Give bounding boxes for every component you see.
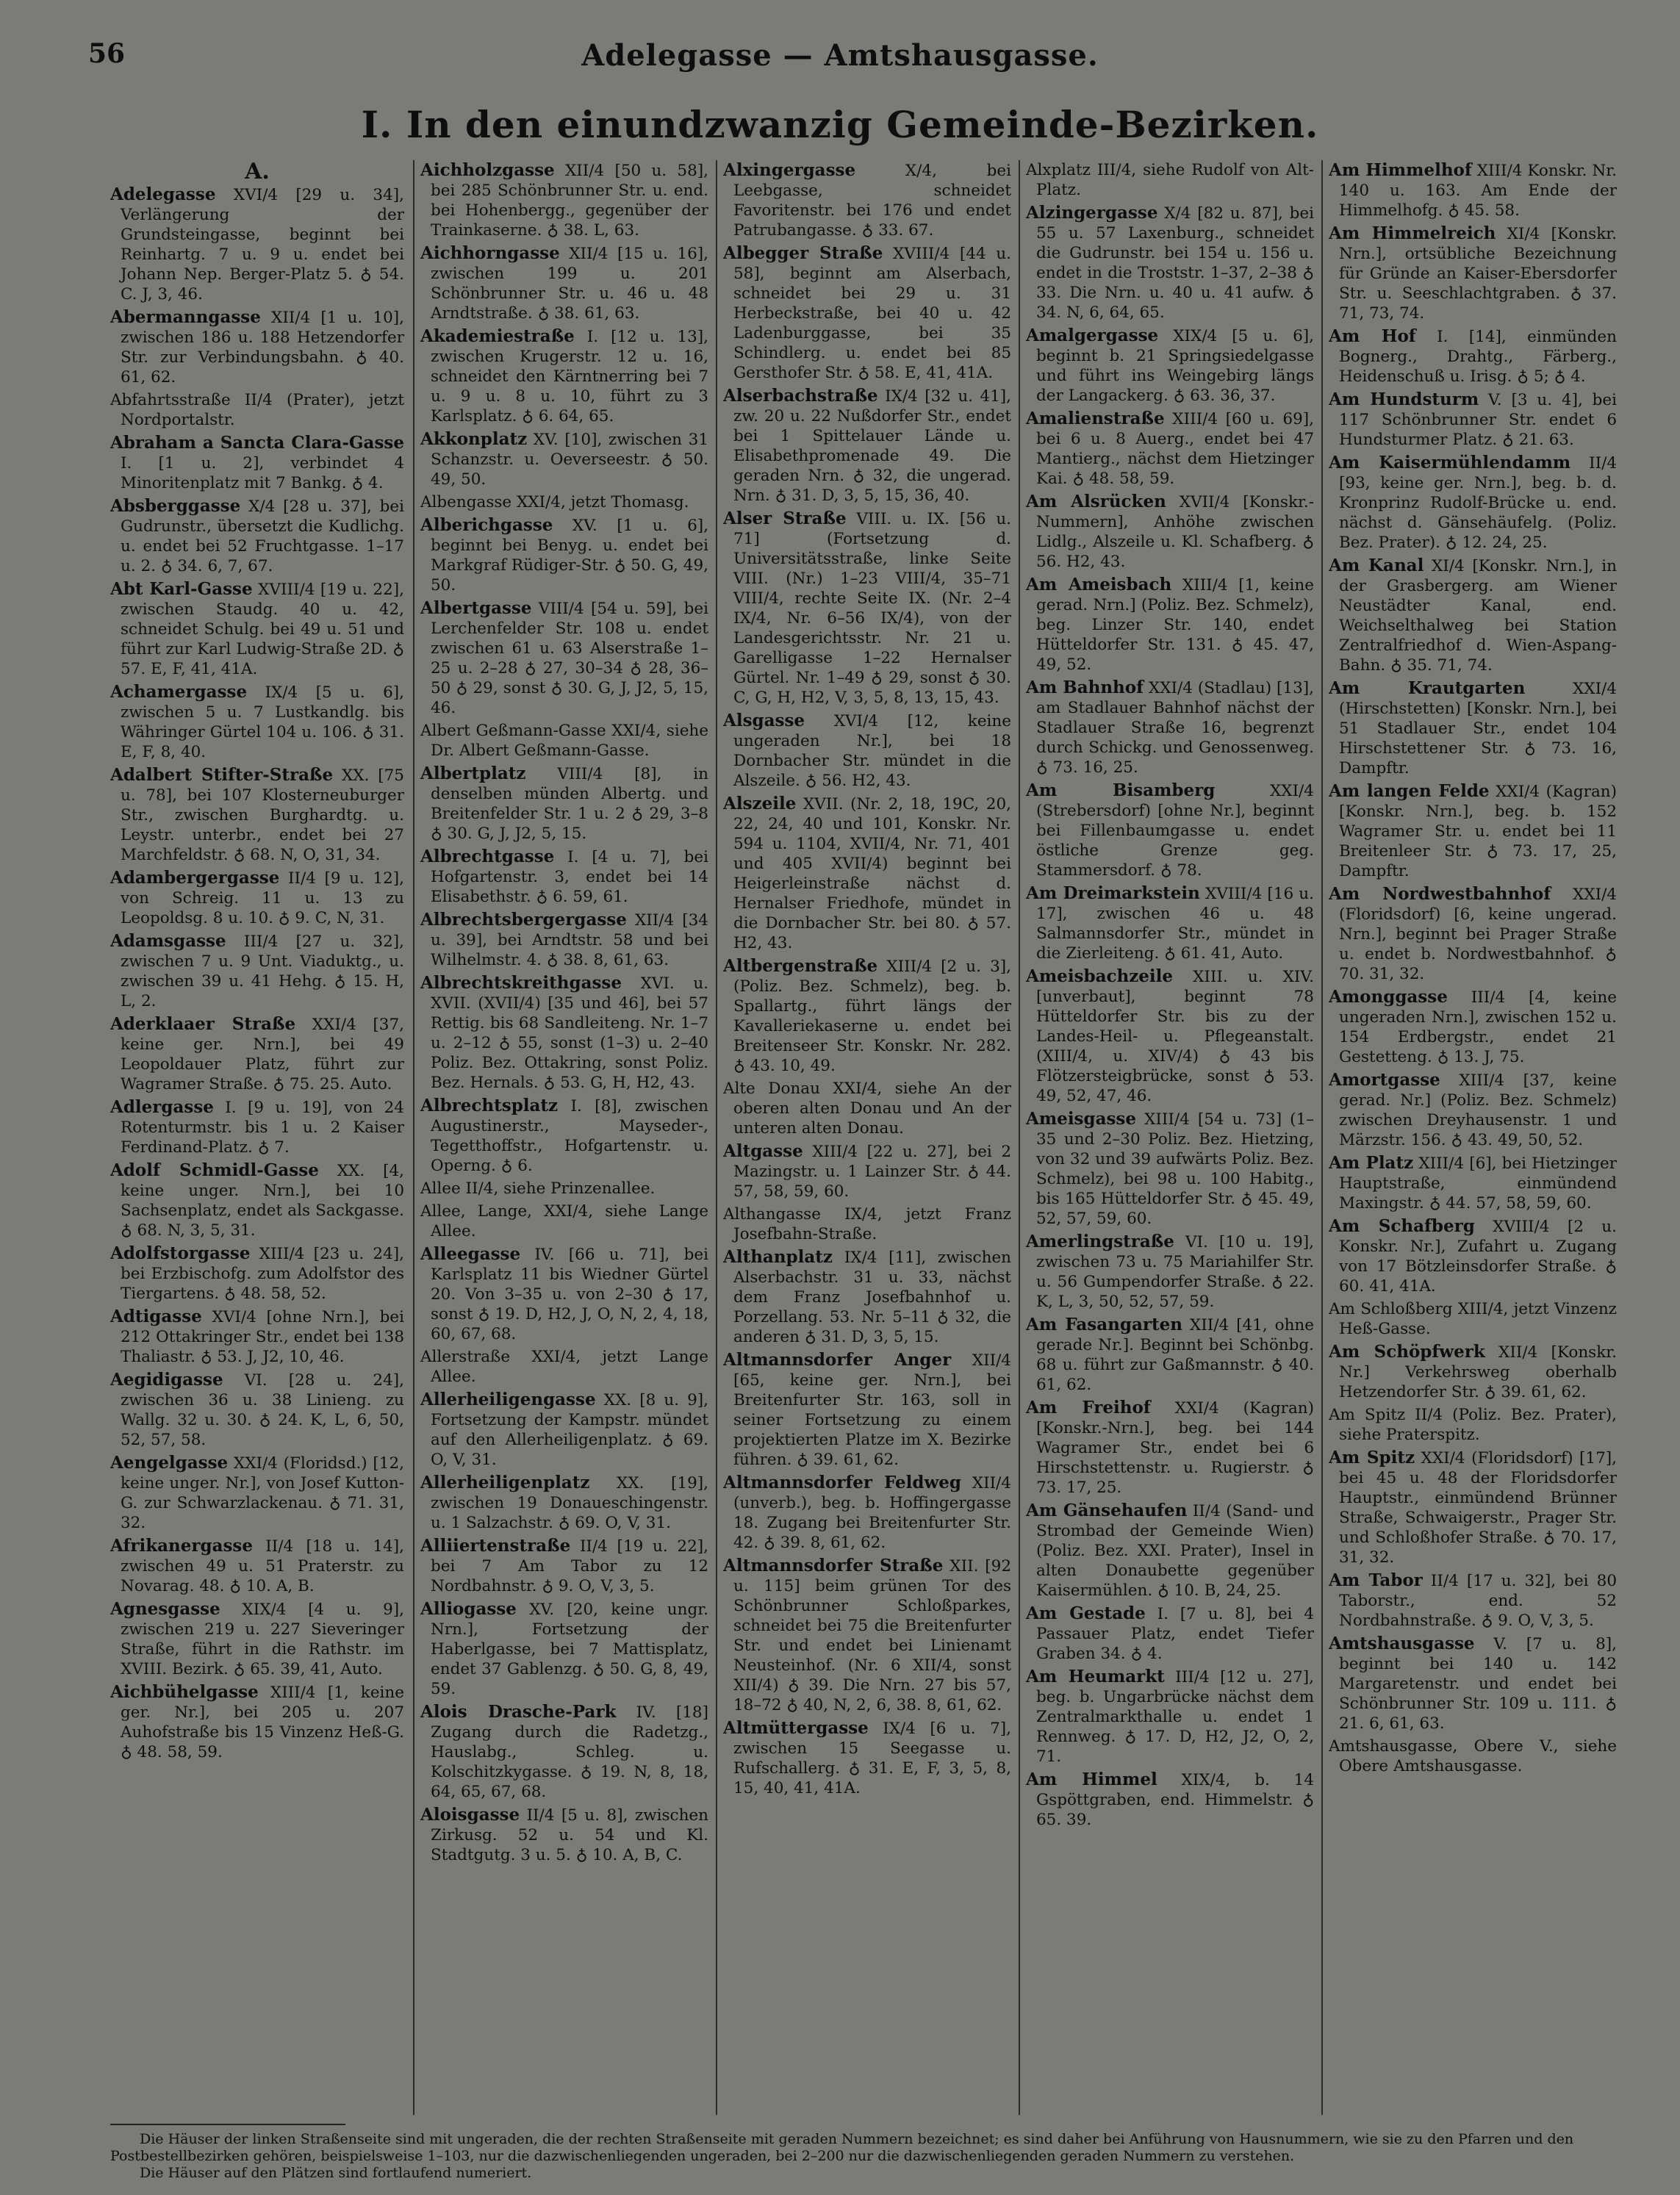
- street-name: Am Gestade: [1026, 1603, 1146, 1623]
- street-name: Alxingergasse: [723, 160, 856, 180]
- street-entry: [723, 1204, 1011, 1244]
- street-description: Allerstraße XXI/4, jetzt Lange Allee.: [420, 1348, 708, 1386]
- street-name: Ameisbachzeile: [1026, 966, 1174, 986]
- street-description: I. [4 u. 7], bei Hofgartenstr. 3, endet bei 14 Elisabethstr. ♁ 6. 59, 61.: [431, 848, 708, 906]
- street-description: IX/4 [32 u. 41], zw. 20 u. 22 Nußdorfer Str., endet bei 1 Spittelauer Lände u. Elisabethpromenade 49. Die geraden Nrn. ♁ 32, die ungerad. Nrn. ♁ 31. D, 3, 5, 15, 36, 40.: [733, 387, 1011, 505]
- street-entry: [1026, 326, 1314, 406]
- street-description: II/4 [9 u. 12], von Schreig. 11 u. 13 zu Leopoldsg. 8 u. 10. ♁ 9. C, N, 31.: [121, 869, 404, 927]
- street-name: Am Bisamberg: [1026, 780, 1216, 800]
- street-directory-columns: [110, 160, 1617, 2115]
- street-name: Amalgergasse: [1026, 326, 1159, 345]
- street-entry: [110, 1243, 404, 1304]
- street-description: Abfahrtsstraße II/4 (Prater), jetzt Nordportalstr.: [110, 391, 404, 429]
- street-description: XXI/4 (Floridsdorf) [6, keine ungerad. Nrn.], beginnt bei Prager Straße u. endet b. Nordwestbahnhof. ♁ 70. 31, 32.: [1339, 885, 1617, 983]
- column-3: [716, 160, 1011, 2115]
- street-entry: [1026, 1232, 1314, 1312]
- street-name: Am Schöpfwerk: [1329, 1342, 1485, 1362]
- street-description: XV. [1 u. 6], beginnt bei Benyg. u. endet bei Markgraf Rüdiger-Str. ♁ 50. G, 49, 50.: [431, 517, 708, 594]
- street-description: XVI/4 [12, keine ungeraden Nr.], bei 18 Dornbacher Str. mündet in die Alszeile. ♁ 56. H2, 43.: [733, 712, 1011, 790]
- street-entry: [1329, 884, 1617, 984]
- street-description: Albert Geßmann-Gasse XXI/4, siehe Dr. Albert Geßmann-Gasse.: [420, 722, 708, 760]
- street-description: XII/4 [Konskr. Nr.] Verkehrsweg oberhalb Hetzendorfer Str. ♁ 39. 61, 62.: [1339, 1343, 1617, 1401]
- street-name: Alserbachstraße: [723, 386, 878, 406]
- street-description: X/4 [82 u. 87], bei 55 u. 57 Laxenburg., schneidet die Gudrunstr. bei 154 u. 156 u. endet in die Troststr. 1–37, 2–38 ♁ 33. Die Nrn. u. 40 u. 41 aufw. ♁ 34. N, 6, 64, 65.: [1036, 204, 1314, 322]
- street-description: XII/4 (unverb.), beg. b. Hoffingergasse 18. Zugang bei Breitenfurter Str. 42. ♁ 39. 8, 61, 62.: [733, 1474, 1011, 1552]
- street-entry: [1329, 987, 1617, 1067]
- street-description: XIII. u. XIV. [unverbaut], beginnt 78 Hütteldorfer Str. bis zu der Landes-Heil- u. Pflegeanstalt. (XIII/4, u. XIV/4) ♁ 43 bis Flötzersteigbrücke, sonst ♁ 53. 49, 52, 47, 46.: [1036, 968, 1314, 1105]
- street-entry: [110, 390, 404, 430]
- street-description: XXI/4 (Floridsd.) [12, keine unger. Nr.], von Josef Kutton-G. zur Schwarzlackenau. ♁ 71. 31, 32.: [121, 1454, 404, 1532]
- street-entry: [420, 1179, 708, 1199]
- footnotes: [110, 2131, 1617, 2182]
- column-5: [1321, 160, 1617, 2115]
- street-description: XVII. (Nr. 2, 18, 19C, 20, 22, 24, 40 und 101, Konskr. Nr. 594 u. 1104, XVII/4, Nr. 71, 401 und 405 XVII/4) beginnt bei Heigerleinstraße nächst d. Hernalser Friedhofe, mündet in die Dornbacher Str. bei 80. ♁ 57. H2, 43.: [733, 795, 1011, 952]
- street-name: Alliogasse: [420, 1599, 517, 1619]
- section-title: I. In den einundzwanzig Gemeinde-Bezirken.: [361, 103, 1319, 146]
- street-entry: [110, 1682, 404, 1762]
- street-description: XIII/4 [23 u. 24], bei Erzbischofg. zum Adolfstor des Tiergartens. ♁ 48. 58, 52.: [121, 1245, 404, 1303]
- street-entry: [420, 515, 708, 595]
- street-entry: [723, 956, 1011, 1076]
- street-description: X/4, bei Leebgasse, schneidet Favoritenstr. bei 176 und endet Patrubangasse. ♁ 33. 67.: [733, 162, 1011, 240]
- street-entry: [420, 492, 708, 512]
- footnote-rule: [110, 2124, 345, 2125]
- street-name: Adlergasse: [110, 1097, 214, 1117]
- street-entry: [420, 429, 708, 489]
- street-entry: [1329, 1634, 1617, 1734]
- street-entry: [1026, 409, 1314, 489]
- street-description: II/4 [17 u. 32], bei 80 Taborstr., end. 52 Nordbahnstraße. ♁ 9. O, V, 3, 5.: [1339, 1572, 1617, 1630]
- street-name: Aegidigasse: [110, 1370, 223, 1390]
- street-name: Aderklaaer Straße: [110, 1014, 296, 1034]
- street-name: Altmüttergasse: [723, 1718, 869, 1738]
- street-entry: [420, 243, 708, 323]
- footnote: Die Häuser auf den Plätzen sind fortlaufend numeriert.: [140, 2165, 532, 2181]
- street-description: XII/4 [50 u. 58], bei 285 Schönbrunner Str. u. end. bei Hohenbergg., gegenüber der Trainkaserne. ♁ 38. L, 63.: [431, 162, 708, 240]
- street-description: I. [12 u. 13], zwischen Krugerstr. 12 u. 16, schneidet den Kärntnerring bei 7 u. 9 u. 8 u. 10, führt zu 3 Karlsplatz. ♁ 6. 64, 65.: [431, 328, 708, 425]
- street-description: Am Spitz II/4 (Poliz. Bez. Prater), siehe Praterspitz.: [1329, 1406, 1617, 1444]
- street-name: Albrechtgasse: [420, 847, 555, 866]
- street-entry: [110, 931, 404, 1011]
- street-entry: [723, 1247, 1011, 1347]
- street-entry: [110, 1370, 404, 1450]
- street-name: Alberichgasse: [420, 515, 553, 535]
- street-name: Altmannsdorfer Straße: [723, 1556, 944, 1576]
- street-name: Am Ameisbach: [1026, 575, 1172, 594]
- street-name: Adolf Schmidl-Gasse: [110, 1160, 319, 1180]
- street-name: Alliiertenstraße: [420, 1536, 571, 1556]
- street-name: Agnesgasse: [110, 1599, 220, 1619]
- street-description: XII. [92 u. 115] beim grünen Tor des Schönbrunner Schloßparkes, schneidet bei 75 die Breitenfurter Str. und endet bei Linienamt Neusteinhof. (Nr. 6 XII/4, sonst XII/4) ♁ 39. Die Nrn. 27 bis 57, 18–72 ♁ 40, N, 2, 6, 38. 8, 61, 62.: [733, 1557, 1011, 1714]
- street-description: IX/4 [11], zwischen Alserbachstr. 31 u. 33, nächst dem Franz Josefbahnhof u. Porzellang. 53. Nr. 5–11 ♁ 32, die anderen ♁ 31. D, 3, 5, 15.: [733, 1249, 1011, 1346]
- street-entry: [1026, 1315, 1314, 1395]
- street-name: Adambergergasse: [110, 868, 280, 888]
- street-name: Am Kaisermühlendamm: [1329, 453, 1571, 473]
- letter-heading: A.: [245, 160, 270, 184]
- street-entry: [723, 1556, 1011, 1715]
- street-entry: [723, 711, 1011, 791]
- street-description: XIII/4 [37, keine gerad. Nr.] (Poliz. Bez. Schmelz) zwischen Dreyhausenstr. 1 und Märzstr. 156. ♁ 43. 49, 50, 52.: [1339, 1071, 1617, 1149]
- street-entry: [420, 1702, 708, 1802]
- street-name: Akademiestraße: [420, 326, 575, 346]
- street-description: IV. [66 u. 71], bei Karlsplatz 11 bis Wiedner Gürtel 20. Von 3–35 u. von 2–30 ♁ 17, sonst ♁ 19. D, H2, J, O, N, 2, 4, 18, 60, 67, 68.: [431, 1246, 708, 1343]
- street-name: Am Himmelreich: [1329, 223, 1496, 243]
- street-description: XVIII/4 [44 u. 58], beginnt am Alserbach, schneidet bei 29 u. 31 Herbeckstraße, bei 40 u. 42 Ladenburggasse, bei 35 Schindlerg. u. endet bei 85 Gersthofer Str. ♁ 58. E, 41, 41A.: [733, 245, 1011, 382]
- street-name: Alszeile: [723, 794, 797, 813]
- street-name: Ameisgasse: [1026, 1109, 1137, 1129]
- street-description: XX. [8 u. 9], Fortsetzung der Kampstr. mündet auf den Allerheiligenplatz. ♁ 69. O, V, 31.: [431, 1391, 708, 1469]
- street-description: XII/4 [34 u. 39], bei Arndtstr. 58 und bei Wilhelmstr. 4. ♁ 38. 8, 61, 63.: [431, 911, 708, 969]
- column-2: [413, 160, 708, 2115]
- street-description: VI. [10 u. 19], zwischen 73 u. 75 Mariahilfer Str. u. 56 Gumpendorfer Straße. ♁ 22. K, L, 3, 50, 52, 57, 59.: [1036, 1233, 1314, 1311]
- street-name: Am Himmelhof: [1329, 160, 1472, 180]
- street-description: XXI/4 (Kagran) [Konskr. Nrn.], beg. b. 152 Wagramer Str. u. endet bei 11 Breitenleer Str. ♁ 73. 17, 25, Dampftr.: [1339, 783, 1617, 880]
- street-description: Allee II/4, siehe Prinzenallee.: [420, 1179, 656, 1198]
- footnote: Die Häuser der linken Straßenseite sind mit ungeraden, die der rechten Straßenseite mit geraden Nummern bezeichnet; es sind daher bei Anführung von Hausnummern, wie sie zu den Pfarren und den Postbestellbezirken gehören, beispielsweise 1–103, nur die dazwischenliegenden ungeraden, bei 2–200 nur die dazwischenliegenden geraden Nummern zu verstehen.: [110, 2131, 1574, 2164]
- street-entry: [420, 764, 708, 844]
- street-entry: [420, 847, 708, 907]
- street-description: V. [3 u. 4], bei 117 Schönbrunner Str. endet 6 Hundsturmer Platz. ♁ 21. 63.: [1339, 391, 1617, 449]
- street-entry: [1329, 1448, 1617, 1567]
- street-entry: [1329, 1299, 1617, 1339]
- street-entry: [1329, 1153, 1617, 1213]
- page-number: 56: [88, 38, 126, 69]
- street-entry: [1026, 203, 1314, 323]
- street-entry: [110, 1599, 404, 1679]
- street-name: Albrechtskreithgasse: [420, 973, 622, 993]
- street-entry: [110, 1307, 404, 1367]
- street-entry: [1329, 781, 1617, 881]
- street-name: Amortgasse: [1329, 1070, 1440, 1090]
- street-description: XII/4 [1 u. 10], zwischen 186 u. 188 Hetzendorfer Str. zur Verbindungsbahn. ♁ 40. 61, 62.: [121, 309, 404, 387]
- street-name: Adamsgasse: [110, 931, 226, 951]
- street-entry: [420, 973, 708, 1093]
- street-entry: [1026, 780, 1314, 880]
- street-name: Am Krautgarten: [1329, 678, 1526, 698]
- street-entry: [723, 1350, 1011, 1470]
- street-entry: [1026, 966, 1314, 1106]
- street-description: III/4 [12 u. 27], beg. b. Ungarbrücke nächst dem Zentralmarkthalle u. endet 1 Rennweg. ♁ 17. D, H2, J2, O, 2, 71.: [1036, 1668, 1314, 1766]
- street-description: XIX/4, b. 14 Gspöttgraben, end. Himmelstr. ♁ 65. 39.: [1036, 1771, 1314, 1829]
- street-entry: [1329, 223, 1617, 323]
- street-description: VIII/4 [54 u. 59], bei Lerchenfelder Str. 108 u. endet zwischen 61 u. 63 Alserstraße 1–25 u. 2–28 ♁ 27, 30–34 ♁ 28, 36–50 ♁ 29, sonst ♁ 30. G, J, J2, 5, 15, 46.: [431, 600, 708, 717]
- street-name: Amonggasse: [1329, 987, 1448, 1007]
- street-name: Am Kanal: [1329, 556, 1424, 575]
- street-name: Albertgasse: [420, 598, 532, 618]
- street-description: IX/4 [5 u. 6], zwischen 5 u. 7 Lustkandlg. bis Währinger Gürtel 104 u. 106. ♁ 31. E, F, 8, 40.: [121, 683, 404, 761]
- street-entry: [1329, 453, 1617, 553]
- street-description: XIII/4 [54 u. 73] (1–35 und 2–30 Poliz. Bez. Hietzing, von 32 und 39 aufwärts Poliz. Bez. Schmelz), bei 98 u. 100 Habitg., bis 165 Hütteldorfer Str. ♁ 45. 49, 52, 57, 59, 60.: [1036, 1110, 1314, 1228]
- street-entry: [1329, 678, 1617, 778]
- street-name: Albrechtsbergergasse: [420, 910, 627, 930]
- street-name: Am Freihof: [1026, 1398, 1151, 1418]
- street-description: I. [8], zwischen Augustinerstr., Mayseder-, Tegetthoffstr., Hofgartenstr. u. Operng. ♁ 6.: [431, 1097, 708, 1175]
- street-entry: [420, 721, 708, 761]
- street-description: XV. [10], zwischen 31 Schanzstr. u. Oeverseestr. ♁ 50. 49, 50.: [431, 431, 708, 489]
- street-name: Altgasse: [723, 1141, 803, 1161]
- street-name: Adalbert Stifter-Straße: [110, 765, 334, 785]
- street-name: Albrechtsplatz: [420, 1096, 559, 1116]
- street-entry: [1026, 678, 1314, 777]
- street-description: V. [7 u. 8], beginnt bei 140 u. 142 Margaretenstr. und endet bei Schönbrunner Str. 109 u. 111. ♁ 21. 6, 61, 63.: [1339, 1635, 1617, 1733]
- street-description: XX. [19], zwischen 19 Donaueschingenstr. u. 1 Salzachstr. ♁ 69. O, V, 31.: [431, 1474, 708, 1532]
- street-name: Aloisgasse: [420, 1805, 520, 1825]
- street-description: XIX/4 [5 u. 6], beginnt b. 21 Springsiedelgasse und führt ins Weingebirg längs der Langackerg. ♁ 63. 36, 37.: [1036, 327, 1314, 405]
- street-description: III/4 [27 u. 32], zwischen 7 u. 9 Unt. Viaduktg., u. zwischen 39 u. 41 Hehg. ♁ 15. H, L, 2.: [121, 933, 404, 1010]
- street-description: XIII/4 [2 u. 3], (Poliz. Bez. Schmelz), beg. b. Spallartg., führt längs der Kavalleriekaserne u. endet bei Breitenseer Str. Konskr. Nr. 282. ♁ 43. 10, 49.: [733, 958, 1011, 1075]
- street-entry: [420, 160, 708, 240]
- street-description: Alte Donau XXI/4, siehe An der oberen alten Donau und An der unteren alten Donau.: [723, 1079, 1011, 1138]
- street-description: XII/4 [15 u. 16], zwischen 199 u. 201 Schönbrunner Str. u. 46 u. 48 Arndtstraße. ♁ 38. 61, 63.: [431, 245, 708, 323]
- street-description: XVIII/4 [16 u. 17], zwischen 46 u. 48 Salmannsdorfer Str., mündet in die Zierleiteng. ♁ 61. 41, Auto.: [1036, 885, 1314, 963]
- street-description: XVII/4 [Konskr.-Nummern], Anhöhe zwischen Lidlg., Alszeile u. Kl. Schafberg. ♁ 56. H2, 43.: [1036, 493, 1314, 571]
- street-entry: [723, 243, 1011, 383]
- street-name: Am Nordwestbahnhof: [1329, 884, 1551, 904]
- street-entry: [110, 1536, 404, 1596]
- street-entry: [110, 1453, 404, 1533]
- street-entry: [110, 868, 404, 928]
- street-entry: [723, 1718, 1011, 1798]
- street-description: VI. [28 u. 24], zwischen 36 u. 38 Linieng. zu Wallg. 32 u. 30. ♁ 24. K, L, 6, 50, 52, 57, 58.: [121, 1371, 404, 1449]
- street-entry: [1026, 492, 1314, 572]
- street-entry: [1329, 556, 1617, 675]
- street-name: Aengelgasse: [110, 1453, 229, 1473]
- street-entry: [420, 910, 708, 970]
- street-entry: [1329, 1736, 1617, 1776]
- street-name: Am Hof: [1329, 326, 1416, 346]
- street-description: VIII/4 [8], in denselben münden Albertg. und Breitenfelder Str. 1 u. 2 ♁ 29, 3–8 ♁ 30. G, J, J2, 5, 15.: [431, 765, 708, 843]
- street-description: XVI. u. XVII. (XVII/4) [35 und 46], bei 57 Rettig. bis 68 Sandleiteng. Nr. 1–7 u. 2–12 ♁ 55, sonst (1–3) u. 2–40 Poliz. Bez. Ottakring, sonst Poliz. Bez. Hernals. ♁ 53. G, H, H2, 43.: [431, 974, 708, 1092]
- street-description: I. [9 u. 19], von 24 Rotenturmstr. bis 1 u. 2 Kaiser Ferdinand-Platz. ♁ 7.: [121, 1099, 404, 1157]
- street-entry: [1329, 1070, 1617, 1150]
- street-description: Albengasse XXI/4, jetzt Thomasg.: [420, 493, 689, 511]
- street-entry: [110, 579, 404, 679]
- street-name: Amalienstraße: [1026, 409, 1165, 428]
- street-name: Am Alsrücken: [1026, 492, 1166, 511]
- street-entry: [1329, 1216, 1617, 1296]
- street-name: Am Himmel: [1026, 1770, 1157, 1789]
- street-entry: [1026, 1501, 1314, 1601]
- street-entry: [110, 1160, 404, 1240]
- street-description: XI/4 [Konskr. Nrn.], in der Grasbergerg. am Wiener Neustädter Kanal, end. Weichselthalweg bei Station Zentralfriedhof d. Wien-Aspang-Bahn. ♁ 35. 71, 74.: [1339, 557, 1617, 675]
- street-entry: [110, 682, 404, 762]
- street-name: Am Fasangarten: [1026, 1315, 1182, 1334]
- street-name: Amtshausgasse: [1329, 1634, 1475, 1653]
- street-name: Am Gänsehaufen: [1026, 1501, 1188, 1520]
- street-name: Altmannsdorfer Anger: [723, 1350, 952, 1370]
- street-description: II/4 [93, keine ger. Nrn.], beg. b. d. Kronprinz Rudolf-Brücke u. end. nächst d. Gänsehäufelg. (Poliz. Bez. Prater). ♁ 12. 24, 25.: [1339, 454, 1617, 552]
- street-description: XIII/4 [60 u. 69], bei 6 u. 8 Auerg., endet bei 47 Mantierg., nächst dem Hietzinger Kai. ♁ 48. 58, 59.: [1036, 410, 1314, 488]
- street-entry: [1026, 1770, 1314, 1830]
- street-description: XVIII/4 [2 u. Konskr. Nr.], Zufahrt u. Zugang von 17 Bötzleinsdorfer Straße. ♁ 60. 41, 41A.: [1339, 1218, 1617, 1296]
- street-name: Allerheiligengasse: [420, 1390, 596, 1409]
- street-name: Akkonplatz: [420, 429, 528, 449]
- street-name: Abraham a Sancta Clara-Gasse: [110, 433, 404, 453]
- street-entry: [420, 1347, 708, 1387]
- street-entry: [420, 1244, 708, 1344]
- street-description: XV. [20, keine ungr. Nrn.], Fortsetzung der Haberlgasse, bei 7 Mattisplatz, endet 37 Gablenzg. ♁ 50. G, 8, 49, 59.: [431, 1601, 708, 1698]
- street-name: Aichholzgasse: [420, 160, 555, 180]
- street-description: IX/4 [6 u. 7], zwischen 15 Seegasse u. Rufschallerg. ♁ 31. E, F, 3, 5, 8, 15, 40, 41, 41A.: [733, 1720, 1011, 1797]
- street-description: I. [14], einmünden Bognerg., Drahtg., Färberg., Heidenschuß u. Irisg. ♁ 5; ♁ 4.: [1339, 328, 1617, 386]
- street-name: Afrikanergasse: [110, 1536, 254, 1556]
- street-entry: [1026, 1109, 1314, 1229]
- street-entry: [723, 1141, 1011, 1201]
- street-name: Alser Straße: [723, 509, 847, 528]
- street-name: Altmannsdorfer Feldweg: [723, 1473, 961, 1492]
- street-name: Am langen Felde: [1329, 781, 1490, 801]
- street-description: XXI/4 (Stadlau) [13], am Stadlauer Bahnhof nächst der Stadlauer Straße 16, begrenzt durch Schickg. und Genossenweg. ♁ 73. 16, 25.: [1036, 679, 1314, 777]
- street-name: Am Heumarkt: [1026, 1667, 1165, 1686]
- street-name: Absberggasse: [110, 496, 241, 516]
- street-entry: [1026, 1667, 1314, 1767]
- street-name: Am Hundsturm: [1329, 389, 1479, 409]
- street-entry: [1026, 575, 1314, 675]
- street-entry: [1026, 160, 1314, 200]
- street-description: Amtshausgasse, Obere V., siehe Obere Amtshausgasse.: [1329, 1737, 1617, 1775]
- street-description: XVI/4 [ohne Nrn.], bei 212 Ottakringer Str., endet bei 138 Thaliastr. ♁ 53. J, J2, 10, 46.: [121, 1308, 404, 1366]
- street-description: XII/4 [41, ohne gerade Nr.]. Beginnt bei Schönbg. 68 u. führt zur Gaßmannstr. ♁ 40. 61, 62.: [1036, 1316, 1314, 1394]
- street-entry: [420, 1201, 708, 1241]
- street-name: Adolfstorgasse: [110, 1243, 251, 1263]
- street-name: Am Spitz: [1329, 1448, 1415, 1467]
- street-entry: [110, 184, 404, 304]
- street-description: XVIII/4 [19 u. 22], zwischen Staudg. 40 u. 42, schneidet Schulg. bei 49 u. 51 und führt zur Karl Ludwig-Straße 2D. ♁ 57. E, F, 41, 41A.: [121, 581, 404, 678]
- street-entry: [723, 386, 1011, 506]
- street-description: XX. [75 u. 78], bei 107 Klosterneuburger Str., zwischen Burghardtg. u. Leystr. unterbr., endet bei 27 Marchfeldstr. ♁ 68. N, O, 31, 34.: [121, 766, 404, 864]
- street-entry: [1026, 1398, 1314, 1498]
- street-description: XIII/4 Konskr. Nr. 140 u. 163. Am Ende der Himmelhofg. ♁ 45. 58.: [1339, 162, 1617, 220]
- street-name: Am Bahnhof: [1026, 678, 1144, 697]
- street-entry: [723, 509, 1011, 708]
- column-4: [1019, 160, 1314, 2115]
- column-1: [110, 160, 404, 2115]
- running-head: [88, 38, 1592, 82]
- street-name: Albegger Straße: [723, 243, 883, 263]
- street-entry: [420, 1390, 708, 1470]
- street-description: XXI/4 (Kagran) [Konskr.-Nrn.], beg. bei 144 Wagramer Str., endet bei 6 Hirschstettenstr. u. Rugierstr. ♁ 73. 17, 25.: [1036, 1399, 1314, 1497]
- street-entry: [1026, 883, 1314, 963]
- street-description: XXI/4 (Strebersdorf) [ohne Nr.], beginnt bei Fillenbaumgasse u. endet östliche Grenze geg. Stammersdorf. ♁ 78.: [1036, 782, 1314, 880]
- street-description: XXI/4 [37, keine ger. Nrn.], bei 49 Leopoldauer Platz, führt zur Wagramer Straße. ♁ 75. 25. Auto.: [121, 1016, 404, 1093]
- street-description: II/4 [18 u. 14], zwischen 49 u. 51 Praterstr. zu Novarag. 48. ♁ 10. A, B.: [121, 1537, 404, 1595]
- street-entry: [723, 160, 1011, 240]
- street-name: Alzingergasse: [1026, 203, 1158, 223]
- street-name: Am Dreimarkstein: [1026, 883, 1200, 903]
- street-entry: [420, 326, 708, 426]
- street-name: Alsgasse: [723, 711, 805, 730]
- street-name: Amerlingstraße: [1026, 1232, 1174, 1251]
- street-entry: [110, 765, 404, 865]
- street-description: XI/4 [Konskr. Nrn.], ortsübliche Bezeichnung für Gründe an Kaiser-Ebersdorfer Str. u. Seeschlachtgraben. ♁ 37. 71, 73, 74.: [1339, 225, 1617, 323]
- street-description: XIII/4 [1, keine ger. Nr.], bei 205 u. 207 Auhofstraße bis 15 Vinzenz Heß-G. ♁ 48. 58, 59.: [121, 1684, 404, 1761]
- street-name: Alois Drasche-Park: [420, 1702, 617, 1722]
- street-entry: [420, 1536, 708, 1596]
- street-description: VIII. u. IX. [56 u. 71] (Fortsetzung d. Universitätsstraße, linke Seite VIII. (Nr.) 1–23 VIII/4, 35–71 VIII/4, rechte Seite IX. (Nr. 2–4 IX/4, Nr. 6–56 IX/4), von der Landesgerichtsstr. Nr. 21 u. Garelligasse 1–22 Hernalser Gürtel. Nr. 1–49 ♁ 29, sonst ♁ 30. C, G, H, H2, V, 3, 5, 8, 13, 15, 43.: [733, 510, 1011, 707]
- street-entry: [1329, 389, 1617, 450]
- street-name: Adtigasse: [110, 1307, 202, 1326]
- street-description: XXI/4 (Hirschstetten) [Konskr. Nrn.], bei 51 Stadlauer Str., endet 104 Hirschstettener Str. ♁ 73. 16, Dampftr.: [1339, 680, 1617, 777]
- street-name: Althanplatz: [723, 1247, 833, 1267]
- street-entry: [1329, 1405, 1617, 1445]
- street-entry: [1329, 1342, 1617, 1402]
- street-description: XXI/4 (Floridsdorf) [17], bei 45 u. 48 der Floridsdorfer Hauptstr., einmündend Brünner Straße, Schwaigerstr., Prager Str. und Schloßhofer Straße. ♁ 70. 17, 31, 32.: [1339, 1449, 1617, 1567]
- street-description: X/4 [28 u. 37], bei Gudrunstr., übersetzt die Kudlichg. u. endet bei 52 Fruchtgasse. 1–17 u. 2. ♁ 34. 6, 7, 67.: [121, 497, 404, 575]
- street-description: Alxplatz III/4, siehe Rudolf von Alt-Platz.: [1026, 161, 1314, 199]
- street-name: Am Tabor: [1329, 1570, 1423, 1590]
- street-description: II/4 [19 u. 22], bei 7 Am Tabor zu 12 Nordbahnstr. ♁ 9. O, V, 3, 5.: [431, 1537, 708, 1595]
- street-entry: [420, 1096, 708, 1176]
- street-entry: [110, 433, 404, 493]
- street-entry: [723, 1079, 1011, 1138]
- street-entry: [110, 1097, 404, 1157]
- street-name: Aichhorngasse: [420, 243, 560, 263]
- street-entry: [1329, 160, 1617, 220]
- street-description: II/4 [5 u. 8], zwischen Zirkusg. 52 u. 54 und Kl. Stadtgutg. 3 u. 5. ♁ 10. A, B, C.: [431, 1806, 708, 1864]
- street-entry: [110, 1014, 404, 1094]
- street-name: Am Platz: [1329, 1153, 1414, 1173]
- street-entry: [420, 1805, 708, 1865]
- street-entry: [420, 598, 708, 718]
- street-description: Am Schloßberg XIII/4, jetzt Vinzenz Heß-Gasse.: [1329, 1300, 1617, 1338]
- street-description: XIII/4 [22 u. 27], bei 2 Mazingstr. u. 1 Lainzer Str. ♁ 44. 57, 58, 59, 60.: [733, 1143, 1011, 1201]
- street-description: II/4 (Sand- und Strombad der Gemeinde Wien) (Poliz. Bez. XXI. Prater), Insel in alten Donaubette gegenüber Kaisermühlen. ♁ 10. B, 24, 25.: [1036, 1502, 1314, 1600]
- street-name: Achamergasse: [110, 682, 248, 702]
- street-description: XIX/4 [4 u. 9], zwischen 219 u. 227 Sieveringer Straße, führt in die Rathstr. im XVIII. Bezirk. ♁ 65. 39, 41, Auto.: [121, 1601, 404, 1678]
- street-name: Altbergenstraße: [723, 956, 878, 976]
- street-name: Allerheiligenplatz: [420, 1473, 590, 1492]
- street-entry: [420, 1473, 708, 1533]
- street-description: XIII/4 [6], bei Hietzinger Hauptstraße, einmündend Maxingstr. ♁ 44. 57, 58, 59, 60.: [1339, 1154, 1617, 1213]
- street-entry: [723, 794, 1011, 953]
- street-entry: [110, 307, 404, 387]
- street-entry: [420, 1599, 708, 1699]
- street-entry: [1026, 1603, 1314, 1664]
- street-description: Allee, Lange, XXI/4, siehe Lange Allee.: [420, 1202, 708, 1240]
- street-description: I. [7 u. 8], bei 4 Passauer Platz, endet Tiefer Graben 34. ♁ 4.: [1036, 1605, 1314, 1663]
- street-name: Albertplatz: [420, 764, 526, 783]
- street-name: Alleegasse: [420, 1244, 521, 1264]
- street-description: XVI/4 [29 u. 34], Verlängerung der Grundsteingasse, beginnt bei Reinhartg. 7 u. 9 u. endet bei Johann Nep. Berger-Platz 5. ♁ 54. C. J, 3, 46.: [121, 186, 404, 303]
- running-title: Adelegasse — Amtshausgasse.: [581, 38, 1099, 73]
- street-entry: [1329, 326, 1617, 387]
- street-name: Adelegasse: [110, 184, 216, 204]
- street-description: XII/4 [65, keine ger. Nrn.], bei Breitenfurter Str. 163, soll in seiner Fortsetzung zu einem projektierten Platze im X. Bezirke führen. ♁ 39. 61, 62.: [733, 1351, 1011, 1469]
- street-entry: [1329, 1570, 1617, 1631]
- street-name: Abt Karl-Gasse: [110, 579, 253, 599]
- street-description: XX. [4, keine unger. Nrn.], bei 10 Sachsenplatz, endet als Sackgasse. ♁ 68. N, 3, 5, 31.: [121, 1162, 404, 1240]
- street-name: Abermanngasse: [110, 307, 261, 327]
- street-description: IV. [18] Zugang durch die Radetzg., Hauslabg., Schleg. u. Kolschitzkygasse. ♁ 19. N, 8, 18, 64, 65, 67, 68.: [431, 1703, 708, 1801]
- street-name: Aichbühelgasse: [110, 1682, 259, 1702]
- street-name: Am Schafberg: [1329, 1216, 1475, 1236]
- street-description: I. [1 u. 2], verbindet 4 Minoritenplatz mit 7 Bankg. ♁ 4.: [121, 454, 404, 492]
- street-description: XIII/4 [1, keine gerad. Nrn.] (Poliz. Bez. Schmelz), beg. Linzer Str. 140, endet Hütteldorfer Str. 131. ♁ 45. 47, 49, 52.: [1036, 576, 1314, 674]
- street-description: Althangasse IX/4, jetzt Franz Josefbahn-Straße.: [723, 1205, 1011, 1243]
- street-entry: [110, 496, 404, 576]
- street-entry: [723, 1473, 1011, 1553]
- street-description: III/4 [4, keine ungeraden Nrn.], zwischen 152 u. 154 Erdbergstr., endet 21 Gestetteng. ♁ 13. J, 75.: [1339, 988, 1617, 1066]
